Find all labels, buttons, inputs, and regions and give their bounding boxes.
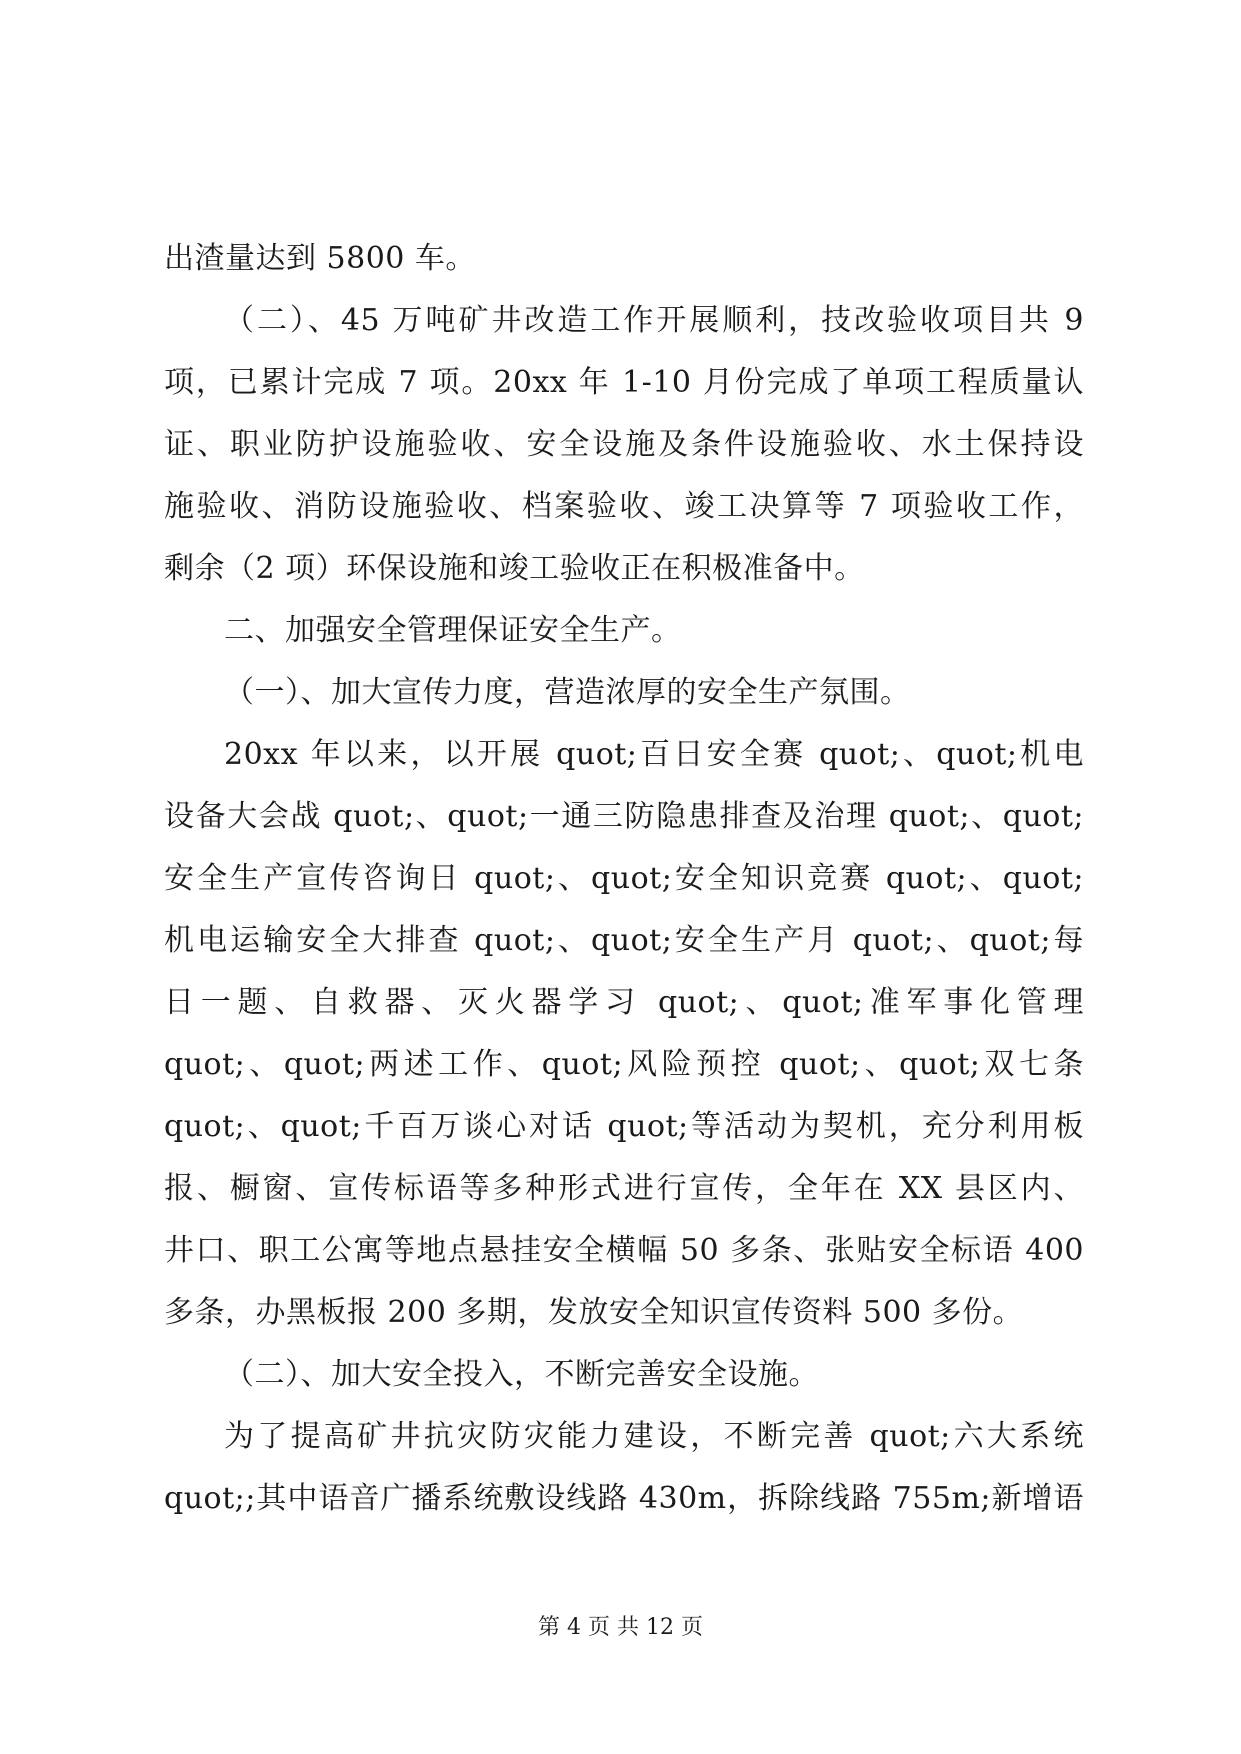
text-line: quot;、quot;千百万谈心对话 quot;等活动为契机，充分利用板 bbox=[164, 1109, 1084, 1144]
text-line: 为了提高矿井抗灾防灾能力建设，不断完善 quot;六大系统 bbox=[224, 1419, 1084, 1454]
text-line: 20xx 年以来，以开展 quot;百日安全赛 quot;、quot;机电 bbox=[224, 737, 1084, 772]
text-line: 证、职业防护设施验收、安全设施及条件设施验收、水土保持设 bbox=[164, 427, 1084, 462]
text-line: 日一题、自救器、灭火器学习 quot;、quot;准军事化管理 bbox=[164, 985, 1084, 1020]
document-body bbox=[164, 228, 1084, 1530]
text-line: quot;;其中语音广播系统敷设线路 430m，拆除线路 755m;新增语 bbox=[164, 1481, 1084, 1516]
text-line: 报、橱窗、宣传标语等多种形式进行宣传，全年在 XX 县区内、 bbox=[164, 1171, 1084, 1206]
subsection-heading: （二）、加大安全投入，不断完善安全设施。 bbox=[224, 1357, 819, 1392]
text-line: 设备大会战 quot;、quot;一通三防隐患排查及治理 quot;、quot; bbox=[164, 799, 1084, 834]
text-line: 项，已累计完成 7 项。20xx 年 1-10 月份完成了单项工程质量认 bbox=[164, 365, 1084, 400]
text-line: 多条，办黑板报 200 多期，发放安全知识宣传资料 500 多份。 bbox=[164, 1295, 1024, 1330]
text-line: 井口、职工公寓等地点悬挂安全横幅 50 多条、张贴安全标语 400 bbox=[164, 1233, 1084, 1268]
section-heading: 二、加强安全管理保证安全生产。 bbox=[224, 613, 682, 648]
text-line: 施验收、消防设施验收、档案验收、竣工决算等 7 项验收工作， bbox=[164, 489, 1084, 524]
text-line: （二）、45 万吨矿井改造工作开展顺利，技改验收项目共 9 bbox=[224, 303, 1084, 338]
text-line: 出渣量达到 5800 车。 bbox=[164, 241, 476, 276]
page-number-footer: 第 4 页 共 12 页 bbox=[538, 1615, 703, 1640]
text-line: 安全生产宣传咨询日 quot;、quot;安全知识竞赛 quot;、quot; bbox=[164, 861, 1084, 896]
text-line: quot;、quot;两述工作、quot;风险预控 quot;、quot;双七条 bbox=[164, 1047, 1084, 1082]
text-line: 剩余（2 项）环保设施和竣工验收正在积极准备中。 bbox=[164, 551, 865, 586]
subsection-heading: （一）、加大宣传力度，营造浓厚的安全生产氛围。 bbox=[224, 675, 911, 710]
text-line: 机电运输安全大排查 quot;、quot;安全生产月 quot;、quot;每 bbox=[164, 923, 1084, 958]
